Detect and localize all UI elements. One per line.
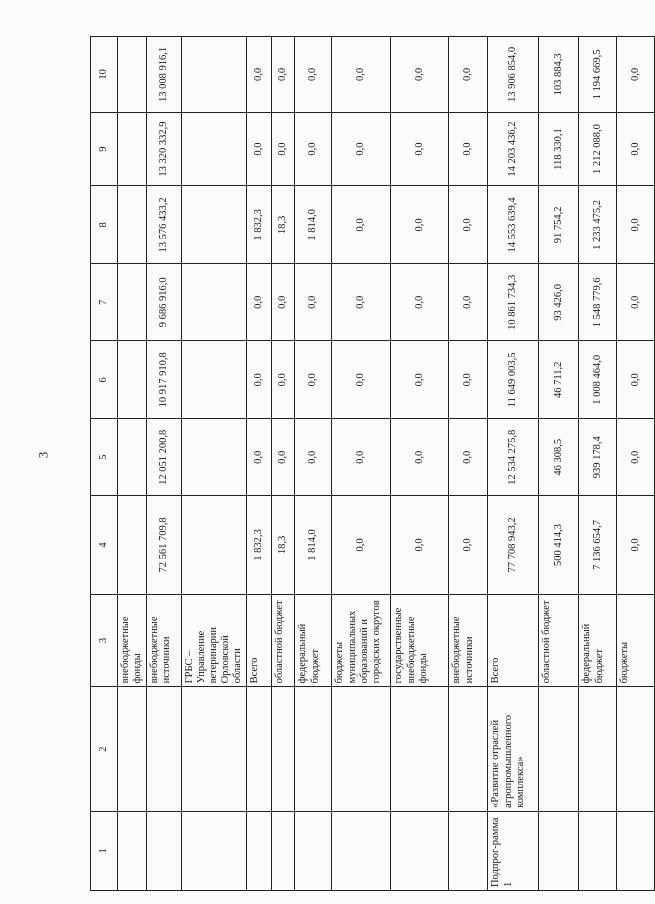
header-cell: 10 — [91, 37, 118, 113]
value-cell: 0,0 — [332, 186, 391, 264]
row-label-cell — [449, 687, 488, 811]
value-cell: 1 008 464,0 — [579, 341, 617, 419]
value-cell: 9 686 916,0 — [147, 264, 182, 341]
value-cell: 1 814,0 — [295, 496, 332, 594]
value-cell: 0,0 — [449, 37, 488, 113]
row-label-cell — [579, 687, 617, 811]
row-label-cell — [247, 687, 272, 811]
value-cell: 0,0 — [449, 419, 488, 496]
row-label-cell: бюджеты — [617, 594, 655, 687]
row-label-cell — [147, 811, 182, 890]
row-label-cell — [391, 687, 449, 811]
value-cell: 0,0 — [247, 419, 272, 496]
value-cell — [182, 496, 247, 594]
table-row — [118, 37, 147, 891]
row-label-cell — [118, 811, 147, 890]
row-label-cell — [539, 811, 579, 890]
table-row — [147, 37, 182, 891]
row-label-cell — [579, 811, 617, 890]
row-label-cell — [182, 687, 247, 811]
table-row — [332, 37, 391, 891]
header-cell: 3 — [91, 594, 118, 687]
value-cell: 500 414,3 — [539, 496, 579, 594]
value-cell: 0,0 — [617, 186, 655, 264]
value-cell: 0,0 — [295, 112, 332, 186]
value-cell: 0,0 — [449, 341, 488, 419]
value-cell: 14 553 639,4 — [488, 186, 539, 264]
value-cell: 0,0 — [449, 496, 488, 594]
row-label-cell: «Развитие отраслей агропромышленного комплекса» — [488, 687, 539, 811]
row-label-cell — [617, 811, 655, 890]
row-label-cell: федеральный бюджет — [579, 594, 617, 687]
table-row — [488, 37, 539, 891]
row-label-cell: Всего — [247, 594, 272, 687]
value-cell: 46 308,5 — [539, 419, 579, 496]
value-cell: 0,0 — [272, 112, 295, 186]
value-cell: 7 136 654,7 — [579, 496, 617, 594]
value-cell: 46 711,2 — [539, 341, 579, 419]
value-cell — [118, 112, 147, 186]
header-cell: 9 — [91, 112, 118, 186]
row-label-cell — [332, 811, 391, 890]
value-cell: 0,0 — [391, 341, 449, 419]
value-cell: 18,3 — [272, 496, 295, 594]
header-cell: 4 — [91, 496, 118, 594]
header-cell: 1 — [91, 811, 118, 890]
row-label-cell: Подпрог-рамма 1 — [488, 811, 539, 890]
table-row — [449, 37, 488, 891]
value-cell: 10 917 910,8 — [147, 341, 182, 419]
header-cell: 6 — [91, 341, 118, 419]
row-label-cell — [295, 811, 332, 890]
value-cell: 0,0 — [332, 37, 391, 113]
value-cell: 0,0 — [391, 112, 449, 186]
value-cell — [118, 37, 147, 113]
value-cell: 10 861 734,3 — [488, 264, 539, 341]
value-cell: 0,0 — [449, 112, 488, 186]
value-cell — [182, 264, 247, 341]
value-cell: 13 906 854,0 — [488, 37, 539, 113]
row-label-cell — [118, 687, 147, 811]
row-label-cell — [147, 687, 182, 811]
value-cell: 0,0 — [391, 496, 449, 594]
row-label-cell — [272, 687, 295, 811]
value-cell — [118, 419, 147, 496]
row-label-cell — [391, 811, 449, 890]
row-label-cell: внебюджетные источники — [147, 594, 182, 687]
value-cell: 0,0 — [295, 419, 332, 496]
funding-table — [90, 36, 655, 891]
value-cell: 13 576 433,2 — [147, 186, 182, 264]
page-number: 3 — [35, 451, 51, 459]
header-cell: 5 — [91, 419, 118, 496]
table-row — [182, 37, 247, 891]
header-row — [91, 37, 118, 891]
table-container — [90, 36, 641, 891]
row-label-cell: Всего — [488, 594, 539, 687]
header-cell: 2 — [91, 687, 118, 811]
table-row — [391, 37, 449, 891]
value-cell: 11 649 003,5 — [488, 341, 539, 419]
value-cell: 0,0 — [247, 341, 272, 419]
value-cell: 0,0 — [617, 341, 655, 419]
value-cell: 0,0 — [247, 112, 272, 186]
row-label-cell: внебюджетные источники — [449, 594, 488, 687]
value-cell: 0,0 — [391, 37, 449, 113]
value-cell — [118, 496, 147, 594]
value-cell — [182, 112, 247, 186]
row-label-cell: федеральный бюджет — [295, 594, 332, 687]
value-cell — [182, 186, 247, 264]
value-cell: 12 051 200,8 — [147, 419, 182, 496]
value-cell: 12 534 275,8 — [488, 419, 539, 496]
value-cell: 1 832,3 — [247, 186, 272, 264]
header-cell: 7 — [91, 264, 118, 341]
value-cell: 0,0 — [391, 264, 449, 341]
value-cell: 0,0 — [449, 264, 488, 341]
value-cell: 0,0 — [247, 37, 272, 113]
value-cell: 1 548 779,6 — [579, 264, 617, 341]
value-cell: 0,0 — [295, 264, 332, 341]
table-row — [295, 37, 332, 891]
value-cell: 0,0 — [449, 186, 488, 264]
row-label-cell — [272, 811, 295, 890]
row-label-cell: бюджеты муниципальных образований и городских округов — [332, 594, 391, 687]
value-cell: 0,0 — [391, 186, 449, 264]
value-cell: 91 754,2 — [539, 186, 579, 264]
value-cell: 13 008 916,1 — [147, 37, 182, 113]
value-cell: 0,0 — [295, 37, 332, 113]
value-cell: 939 178,4 — [579, 419, 617, 496]
value-cell: 1 832,3 — [247, 496, 272, 594]
value-cell: 1 194 669,5 — [579, 37, 617, 113]
table-row — [539, 37, 579, 891]
row-label-cell — [247, 811, 272, 890]
table-row — [272, 37, 295, 891]
row-label-cell — [295, 687, 332, 811]
value-cell: 1 814,0 — [295, 186, 332, 264]
value-cell: 72 561 709,8 — [147, 496, 182, 594]
row-label-cell — [332, 687, 391, 811]
row-label-cell: внебюджетные фонды — [118, 594, 147, 687]
row-label-cell — [617, 687, 655, 811]
row-label-cell — [539, 687, 579, 811]
table-row — [579, 37, 617, 891]
value-cell: 118 330,1 — [539, 112, 579, 186]
value-cell — [118, 264, 147, 341]
value-cell: 93 426,0 — [539, 264, 579, 341]
row-label-cell — [449, 811, 488, 890]
value-cell: 103 884,3 — [539, 37, 579, 113]
header-cell: 8 — [91, 186, 118, 264]
value-cell: 1 212 088,0 — [579, 112, 617, 186]
value-cell: 0,0 — [272, 264, 295, 341]
value-cell: 0,0 — [332, 496, 391, 594]
value-cell: 0,0 — [272, 419, 295, 496]
row-label-cell: областной бюджет — [539, 594, 579, 687]
row-label-cell: государственные внебюджетные фонды — [391, 594, 449, 687]
value-cell: 0,0 — [617, 496, 655, 594]
value-cell: 0,0 — [295, 341, 332, 419]
value-cell — [118, 341, 147, 419]
value-cell: 0,0 — [332, 419, 391, 496]
value-cell: 0,0 — [617, 419, 655, 496]
value-cell: 0,0 — [332, 341, 391, 419]
value-cell: 18,3 — [272, 186, 295, 264]
value-cell — [182, 419, 247, 496]
value-cell — [118, 186, 147, 264]
value-cell: 14 203 436,2 — [488, 112, 539, 186]
row-label-cell: областной бюджет — [272, 594, 295, 687]
table-row — [617, 37, 655, 891]
row-label-cell — [182, 811, 247, 890]
value-cell: 1 233 475,2 — [579, 186, 617, 264]
value-cell — [182, 341, 247, 419]
value-cell: 0,0 — [272, 341, 295, 419]
row-label-cell: ГРБС – Управление ветеринарии Орловской области — [182, 594, 247, 687]
value-cell: 0,0 — [332, 112, 391, 186]
value-cell: 0,0 — [272, 37, 295, 113]
value-cell: 0,0 — [332, 264, 391, 341]
value-cell: 0,0 — [617, 37, 655, 113]
value-cell: 0,0 — [617, 264, 655, 341]
value-cell: 0,0 — [617, 112, 655, 186]
value-cell: 0,0 — [247, 264, 272, 341]
value-cell: 13 320 332,9 — [147, 112, 182, 186]
value-cell — [182, 37, 247, 113]
value-cell: 77 708 943,2 — [488, 496, 539, 594]
value-cell: 0,0 — [391, 419, 449, 496]
table-row — [247, 37, 272, 891]
